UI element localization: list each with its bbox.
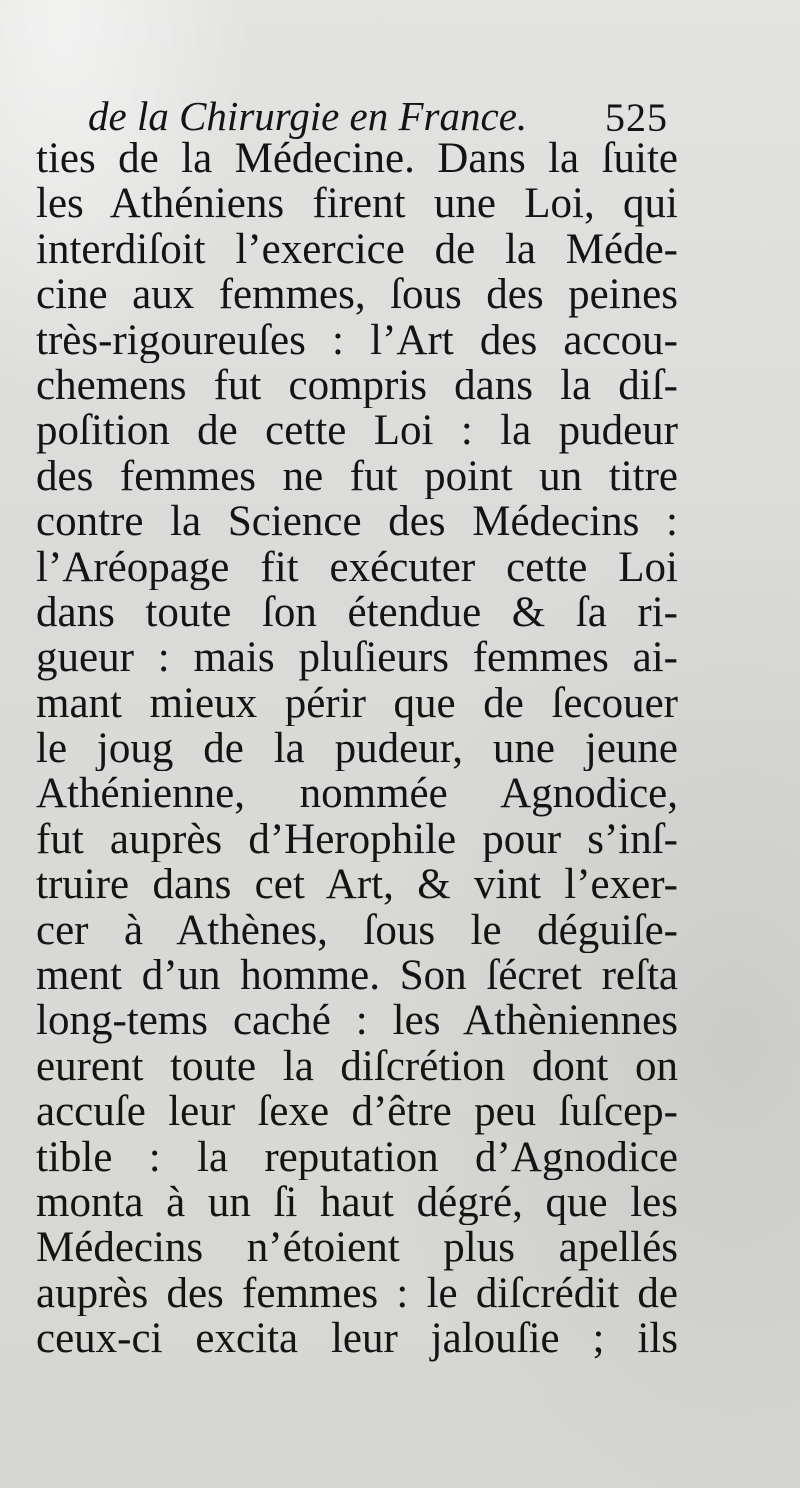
text-line: monta à un ſi haut dégré, que les xyxy=(36,1179,678,1226)
text-line: poſition de cette Loi : la pudeur xyxy=(36,408,678,454)
text-line: les Athéniens firent une Loi, qui xyxy=(36,181,678,227)
text-line: long-tems caché : les Athèniennes xyxy=(36,998,678,1044)
text-line: des femmes ne fut point un titre xyxy=(36,453,678,500)
page-number: 525 xyxy=(605,95,668,140)
text-line: le joug de la pudeur, une jeune xyxy=(36,726,678,772)
text-line: truire dans cet Art, & vint l’exer- xyxy=(36,862,678,908)
text-line: fut auprès d’Herophile pour s’inſ- xyxy=(36,816,678,863)
text-line: Athénienne, nommée Agnodice, xyxy=(36,771,678,817)
text-line: gueur : mais pluſieurs femmes ai- xyxy=(36,635,678,681)
body-text xyxy=(36,136,678,1362)
text-line: Médecins n’étoient plus apellés xyxy=(36,1225,678,1271)
text-line: mant mieux périr que de ſecouer xyxy=(36,680,678,727)
text-line: accuſe leur ſexe d’être peu ſuſcep- xyxy=(36,1089,678,1135)
text-line: ceux-ci excita leur jalouſie ; ils xyxy=(36,1316,678,1362)
text-line: très-rigoureuſes : l’Art des accou- xyxy=(36,317,678,363)
text-line: ment d’un homme. Son ſécret reſta xyxy=(36,953,678,999)
text-line: auprès des femmes : le diſcrédit de xyxy=(36,1270,678,1317)
text-line: interdiſoit l’exercice de la Méde- xyxy=(36,226,678,273)
text-line: cine aux femmes, ſous des peines xyxy=(36,272,678,318)
text-line: ties de la Médecine. Dans la ſuite xyxy=(36,136,678,182)
text-line: dans toute ſon étendue & ſa ri- xyxy=(36,589,678,636)
text-line: cer à Athènes, ſous le déguiſe- xyxy=(36,907,678,954)
text-line: eurent toute la diſcrétion dont on xyxy=(36,1043,678,1090)
text-line: tible : la reputation d’Agnodice xyxy=(36,1134,678,1180)
text-line: contre la Science des Médecins : xyxy=(36,499,678,545)
running-title: de la Chirurgie en France. xyxy=(88,93,528,139)
text-line: chemens fut compris dans la diſ- xyxy=(36,362,678,409)
text-line: l’Aréopage fit exécuter cette Loi xyxy=(36,544,678,590)
